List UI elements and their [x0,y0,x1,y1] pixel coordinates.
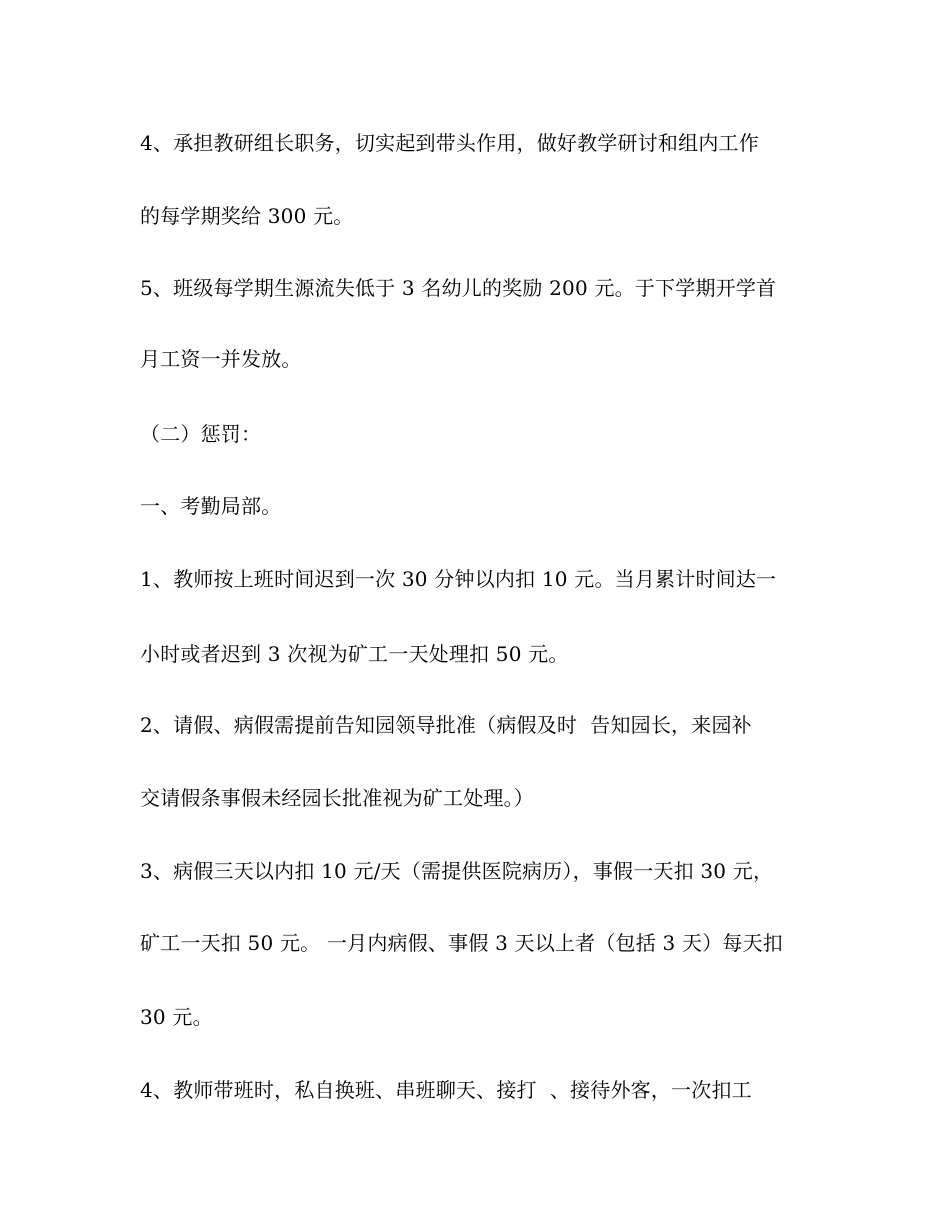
paragraph-line: 5、班级每学期生源流失低于 3 名幼儿的奖励 200 元。于下学期开学首 [140,276,777,300]
paragraph-line: 交请假条事假未经园长批准视为矿工处理。） [140,786,534,810]
paragraph-line: 4、承担教研组长职务，切实起到带头作用，做好教学研讨和组内工作 [140,131,759,155]
paragraph-line: 的每学期奖给 300 元。 [140,204,354,228]
section-heading: （二）惩罚： [140,422,262,446]
paragraph-line: 4、教师带班时，私自换班、串班聊天、接打 、接待外客，一次扣工 [140,1078,752,1102]
paragraph-line: 1、教师按上班时间迟到一次 30 分钟以内扣 10 元。当月累计时间达一 [140,567,777,591]
paragraph-line: 3、病假三天以内扣 10 元/天（需提供医院病历），事假一天扣 30 元， [140,859,774,883]
paragraph-line: 月工资一并发放。 [140,347,302,371]
paragraph-line: 矿工一天扣 50 元。 一月内病假、事假 3 天以上者（包括 3 天）每天扣 [140,931,783,955]
subsection-heading: 一、考勤局部。 [140,494,282,518]
paragraph-line: 30 元。 [140,1005,213,1029]
paragraph-line: 2、请假、病假需提前告知园领导批准（病假及时 告知园长，来园补 [140,713,752,737]
paragraph-line: 小时或者迟到 3 次视为矿工一天处理扣 50 元。 [140,642,569,666]
